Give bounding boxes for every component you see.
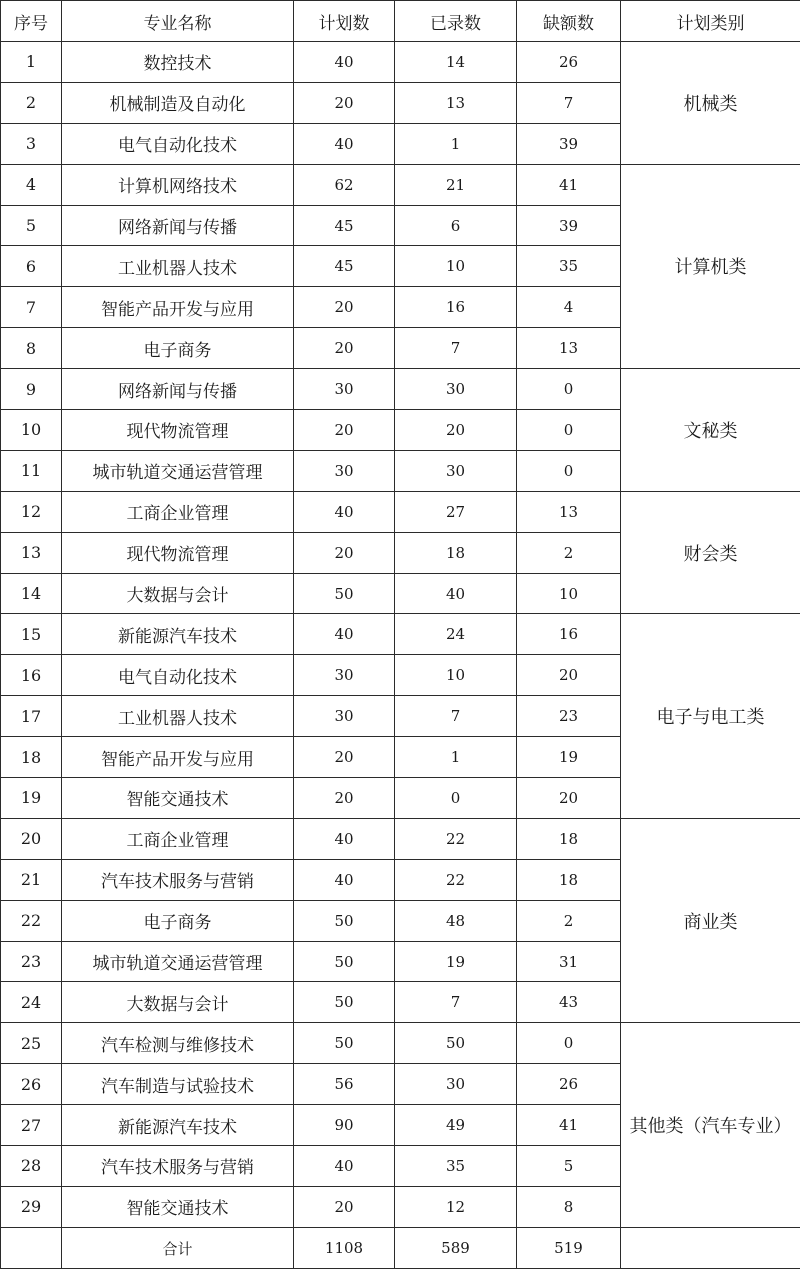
row-shortfall: 0 <box>517 1023 621 1064</box>
row-admitted: 10 <box>395 655 517 696</box>
row-index: 13 <box>1 532 62 573</box>
row-admitted: 18 <box>395 532 517 573</box>
row-admitted: 6 <box>395 205 517 246</box>
row-planned: 30 <box>294 696 395 737</box>
row-planned: 40 <box>294 859 395 900</box>
row-admitted: 40 <box>395 573 517 614</box>
header-planned: 计划数 <box>294 1 395 42</box>
table-body <box>1 42 800 1228</box>
row-index: 5 <box>1 205 62 246</box>
table-row <box>1 1023 800 1064</box>
table-row <box>1 614 800 655</box>
row-shortfall: 0 <box>517 369 621 410</box>
total-row <box>1 1228 800 1269</box>
row-admitted: 21 <box>395 164 517 205</box>
row-admitted: 1 <box>395 123 517 164</box>
row-index: 16 <box>1 655 62 696</box>
row-planned: 90 <box>294 1105 395 1146</box>
row-shortfall: 31 <box>517 941 621 982</box>
row-index: 23 <box>1 941 62 982</box>
row-planned: 40 <box>294 42 395 83</box>
row-planned: 50 <box>294 941 395 982</box>
row-planned: 20 <box>294 778 395 819</box>
row-admitted: 1 <box>395 737 517 778</box>
row-index: 24 <box>1 982 62 1023</box>
row-admitted: 7 <box>395 328 517 369</box>
category-cell: 财会类 <box>621 491 800 614</box>
row-shortfall: 16 <box>517 614 621 655</box>
row-index: 26 <box>1 1064 62 1105</box>
row-planned: 62 <box>294 164 395 205</box>
row-index: 1 <box>1 42 62 83</box>
row-planned: 50 <box>294 900 395 941</box>
table-row <box>1 491 800 532</box>
row-index: 9 <box>1 369 62 410</box>
row-admitted: 49 <box>395 1105 517 1146</box>
category-cell: 电子与电工类 <box>621 614 800 818</box>
row-index: 12 <box>1 491 62 532</box>
row-major-name: 智能交通技术 <box>62 1186 294 1227</box>
row-shortfall: 41 <box>517 1105 621 1146</box>
row-shortfall: 0 <box>517 410 621 451</box>
row-index: 20 <box>1 818 62 859</box>
row-major-name: 数控技术 <box>62 42 294 83</box>
row-admitted: 14 <box>395 42 517 83</box>
row-admitted: 20 <box>395 410 517 451</box>
row-major-name: 现代物流管理 <box>62 410 294 451</box>
row-major-name: 新能源汽车技术 <box>62 614 294 655</box>
row-admitted: 48 <box>395 900 517 941</box>
row-shortfall: 8 <box>517 1186 621 1227</box>
row-admitted: 22 <box>395 859 517 900</box>
row-admitted: 22 <box>395 818 517 859</box>
row-admitted: 7 <box>395 982 517 1023</box>
row-index: 15 <box>1 614 62 655</box>
row-index: 10 <box>1 410 62 451</box>
row-planned: 56 <box>294 1064 395 1105</box>
row-shortfall: 18 <box>517 818 621 859</box>
row-index: 2 <box>1 82 62 123</box>
row-planned: 20 <box>294 328 395 369</box>
row-index: 8 <box>1 328 62 369</box>
category-cell: 机械类 <box>621 42 800 165</box>
row-admitted: 7 <box>395 696 517 737</box>
row-index: 19 <box>1 778 62 819</box>
category-cell: 商业类 <box>621 818 800 1022</box>
row-shortfall: 18 <box>517 859 621 900</box>
row-planned: 30 <box>294 369 395 410</box>
row-major-name: 电气自动化技术 <box>62 123 294 164</box>
row-planned: 40 <box>294 614 395 655</box>
row-shortfall: 2 <box>517 900 621 941</box>
row-shortfall: 41 <box>517 164 621 205</box>
total-label: 合计 <box>62 1228 294 1269</box>
row-shortfall: 19 <box>517 737 621 778</box>
row-shortfall: 4 <box>517 287 621 328</box>
row-admitted: 10 <box>395 246 517 287</box>
row-major-name: 网络新闻与传播 <box>62 205 294 246</box>
row-shortfall: 5 <box>517 1146 621 1187</box>
row-admitted: 30 <box>395 450 517 491</box>
row-shortfall: 35 <box>517 246 621 287</box>
row-major-name: 机械制造及自动化 <box>62 82 294 123</box>
header-admitted: 已录数 <box>395 1 517 42</box>
row-major-name: 工商企业管理 <box>62 491 294 532</box>
row-shortfall: 20 <box>517 655 621 696</box>
row-index: 11 <box>1 450 62 491</box>
row-major-name: 大数据与会计 <box>62 982 294 1023</box>
row-index: 28 <box>1 1146 62 1187</box>
table-row <box>1 42 800 83</box>
row-index: 3 <box>1 123 62 164</box>
total-admitted: 589 <box>395 1228 517 1269</box>
row-shortfall: 13 <box>517 491 621 532</box>
row-shortfall: 26 <box>517 42 621 83</box>
row-major-name: 汽车技术服务与营销 <box>62 1146 294 1187</box>
row-planned: 45 <box>294 246 395 287</box>
row-shortfall: 39 <box>517 205 621 246</box>
row-major-name: 智能产品开发与应用 <box>62 737 294 778</box>
row-shortfall: 26 <box>517 1064 621 1105</box>
row-major-name: 电气自动化技术 <box>62 655 294 696</box>
row-major-name: 汽车技术服务与营销 <box>62 859 294 900</box>
total-shortfall: 519 <box>517 1228 621 1269</box>
row-index: 27 <box>1 1105 62 1146</box>
row-planned: 30 <box>294 450 395 491</box>
header-category: 计划类别 <box>621 1 800 42</box>
row-admitted: 27 <box>395 491 517 532</box>
row-index: 14 <box>1 573 62 614</box>
table-row <box>1 818 800 859</box>
row-major-name: 新能源汽车技术 <box>62 1105 294 1146</box>
row-admitted: 24 <box>395 614 517 655</box>
row-planned: 40 <box>294 818 395 859</box>
row-shortfall: 0 <box>517 450 621 491</box>
row-major-name: 现代物流管理 <box>62 532 294 573</box>
row-index: 18 <box>1 737 62 778</box>
row-major-name: 工业机器人技术 <box>62 696 294 737</box>
header-major: 专业名称 <box>62 1 294 42</box>
row-major-name: 汽车制造与试验技术 <box>62 1064 294 1105</box>
row-index: 21 <box>1 859 62 900</box>
row-major-name: 智能产品开发与应用 <box>62 287 294 328</box>
row-planned: 20 <box>294 532 395 573</box>
row-major-name: 城市轨道交通运营管理 <box>62 450 294 491</box>
header-index: 序号 <box>1 1 62 42</box>
row-index: 4 <box>1 164 62 205</box>
table-row <box>1 164 800 205</box>
row-planned: 40 <box>294 491 395 532</box>
row-admitted: 19 <box>395 941 517 982</box>
total-category <box>621 1228 800 1269</box>
row-planned: 30 <box>294 655 395 696</box>
row-planned: 45 <box>294 205 395 246</box>
row-major-name: 大数据与会计 <box>62 573 294 614</box>
row-shortfall: 13 <box>517 328 621 369</box>
row-admitted: 16 <box>395 287 517 328</box>
header-shortfall: 缺额数 <box>517 1 621 42</box>
row-major-name: 智能交通技术 <box>62 778 294 819</box>
row-shortfall: 20 <box>517 778 621 819</box>
row-index: 6 <box>1 246 62 287</box>
row-major-name: 网络新闻与传播 <box>62 369 294 410</box>
row-major-name: 计算机网络技术 <box>62 164 294 205</box>
row-planned: 20 <box>294 1186 395 1227</box>
row-planned: 50 <box>294 573 395 614</box>
row-major-name: 电子商务 <box>62 328 294 369</box>
row-planned: 20 <box>294 287 395 328</box>
total-planned: 1108 <box>294 1228 395 1269</box>
row-shortfall: 39 <box>517 123 621 164</box>
row-shortfall: 7 <box>517 82 621 123</box>
table-row <box>1 369 800 410</box>
category-cell: 其他类（汽车专业） <box>621 1023 800 1228</box>
row-index: 22 <box>1 900 62 941</box>
row-index: 7 <box>1 287 62 328</box>
row-admitted: 12 <box>395 1186 517 1227</box>
row-planned: 40 <box>294 1146 395 1187</box>
row-index: 25 <box>1 1023 62 1064</box>
row-major-name: 城市轨道交通运营管理 <box>62 941 294 982</box>
row-index: 17 <box>1 696 62 737</box>
row-admitted: 35 <box>395 1146 517 1187</box>
row-shortfall: 43 <box>517 982 621 1023</box>
row-admitted: 0 <box>395 778 517 819</box>
row-shortfall: 2 <box>517 532 621 573</box>
row-major-name: 电子商务 <box>62 900 294 941</box>
row-major-name: 汽车检测与维修技术 <box>62 1023 294 1064</box>
row-shortfall: 23 <box>517 696 621 737</box>
row-planned: 50 <box>294 1023 395 1064</box>
row-admitted: 30 <box>395 369 517 410</box>
row-major-name: 工商企业管理 <box>62 818 294 859</box>
category-cell: 文秘类 <box>621 369 800 492</box>
row-admitted: 30 <box>395 1064 517 1105</box>
total-index <box>1 1228 62 1269</box>
row-shortfall: 10 <box>517 573 621 614</box>
row-planned: 20 <box>294 410 395 451</box>
category-cell: 计算机类 <box>621 164 800 368</box>
row-planned: 20 <box>294 737 395 778</box>
row-admitted: 13 <box>395 82 517 123</box>
row-index: 29 <box>1 1186 62 1227</box>
row-planned: 50 <box>294 982 395 1023</box>
row-planned: 40 <box>294 123 395 164</box>
row-major-name: 工业机器人技术 <box>62 246 294 287</box>
header-row <box>1 1 800 42</box>
row-admitted: 50 <box>395 1023 517 1064</box>
row-planned: 20 <box>294 82 395 123</box>
